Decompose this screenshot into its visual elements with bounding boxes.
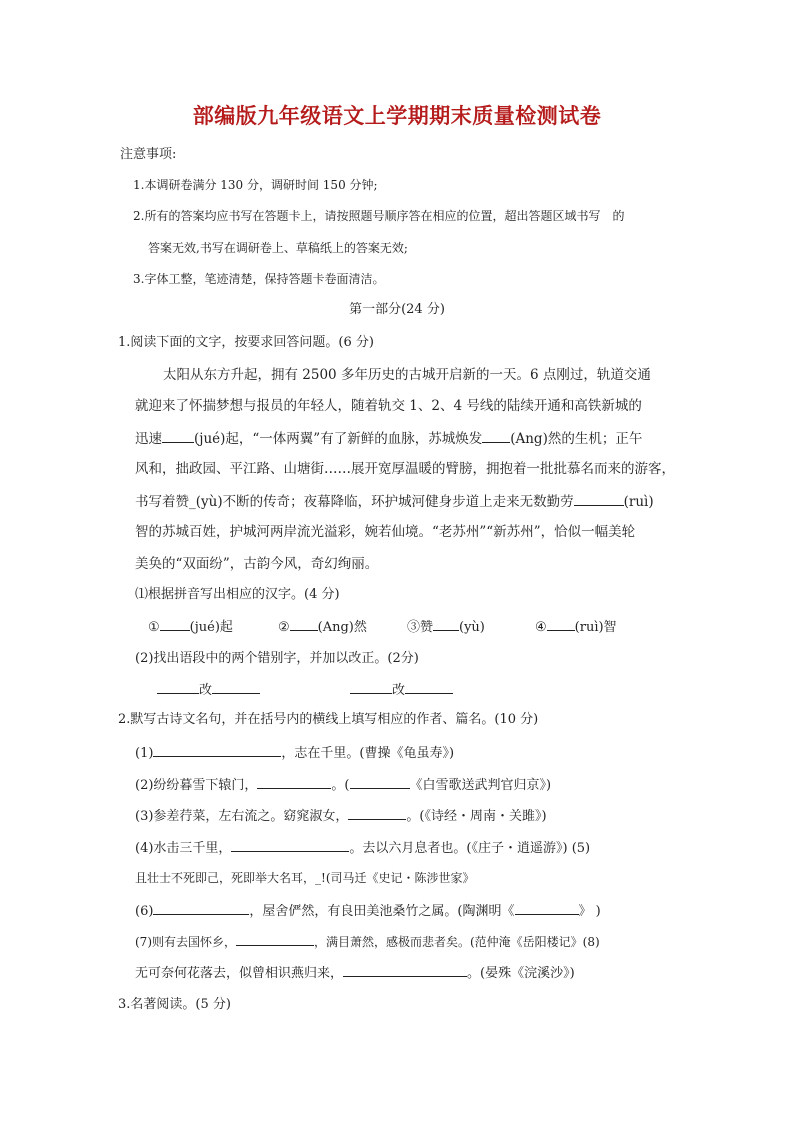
q2-text: (4)水击三千里，	[135, 841, 232, 856]
q1-sub1-item-4	[535, 617, 617, 637]
q1-passage-line-5	[135, 492, 654, 511]
answer-blank[interactable]	[153, 901, 249, 915]
answer-blank[interactable]	[257, 775, 331, 789]
answer-blank[interactable]	[153, 743, 281, 757]
q2-text: (3)参差荇菜，左右流之。窈窕淑女，	[135, 809, 349, 824]
notice-item-2-cont: 答案无效,书写在调研卷上、草稿纸上的答案无效;	[148, 241, 408, 255]
q1-sub1: ⑴根据拼音写出相应的汉字。(4 分)	[135, 587, 340, 602]
q1-passage-text: 书写着赞_(yù)不断的传奇；夜幕降临，环护城河健身步道上走来无数勤劳	[135, 494, 574, 510]
q2-text: (7)则有去国怀乡，	[135, 935, 236, 949]
q2-line-6	[135, 901, 601, 921]
notice-item-1: 1.本调研卷满分 130 分，调研时间 150 分钟;	[133, 178, 378, 192]
q1-passage-text: 迅速	[135, 431, 162, 447]
q2-text: 》 )	[578, 904, 601, 919]
q1-sub1-text: (yù)	[459, 620, 485, 635]
q2-text: 。(	[331, 778, 350, 793]
notice-heading: 注意事项:	[120, 147, 177, 162]
q1-sub1-text: ①	[148, 620, 160, 635]
fix-label: 改	[199, 683, 213, 698]
answer-blank[interactable]	[343, 963, 467, 977]
q1-sub1-text: (Ang)然	[317, 620, 367, 635]
q1-sub1-text: ②	[278, 620, 290, 635]
q1-sub1-item-3	[407, 617, 485, 637]
q2-text: 无可奈何花落去，似曾相识燕归来，	[135, 966, 344, 981]
answer-blank[interactable]	[515, 901, 579, 915]
q2-text: 。去以六月息者也。(《庄子・逍遥游》) (5)	[349, 841, 591, 856]
answer-blank[interactable]	[433, 617, 459, 631]
answer-blank[interactable]	[157, 680, 199, 694]
answer-blank[interactable]	[236, 932, 314, 946]
answer-blank[interactable]	[212, 680, 260, 694]
q1-passage-line-3	[135, 429, 642, 448]
q1-sub1-text: ④	[535, 620, 547, 635]
q1-passage-line-7: 美奂的“双面纷”，古韵今风，奇幻绚丽。	[135, 556, 379, 572]
q1-passage-line-4: 风和，拙政园、平江路、山塘街……展开宽厚温暖的臂膀，拥抱着一批批慕名而来的游客，	[135, 461, 675, 477]
q1-passage-text: (jué)起，“一体两翼”有了新鲜的血脉，苏城焕发	[194, 431, 483, 447]
q1-passage-line-2: 就迎来了怀揣梦想与报员的年轻人，随着轨交 1、2、4 号线的陆续开通和高铁新城的	[135, 398, 642, 414]
answer-blank[interactable]	[231, 838, 349, 852]
q1-sub1-item-2	[278, 617, 367, 637]
answer-blank[interactable]	[482, 429, 510, 443]
q1-stem: 1.阅读下面的文字，按要求回答问题。(6 分)	[118, 335, 374, 350]
q1-passage-text: (ruì)	[623, 494, 654, 510]
answer-blank[interactable]	[162, 429, 194, 443]
answer-blank[interactable]	[290, 617, 318, 631]
notice-item-2: 2.所有的答案均应书写在答题卡上，请按照题号顺序答在相应的位置，超出答题区域书写 的	[133, 209, 625, 223]
q2-line-5: 且壮士不死即己，死即举大名耳，_!(司马迁《史记・陈涉世家》	[135, 871, 475, 885]
q2-text: (1)	[135, 746, 154, 761]
fix-label: 改	[392, 683, 406, 698]
answer-blank[interactable]	[350, 680, 392, 694]
q1-sub1-item-1	[148, 617, 233, 637]
notice-item-3: 3.字体工整，笔迹清楚，保持答题卡卷面清洁。	[133, 272, 385, 286]
page-title: 部编版九年级语文上学期期末质量检测试卷	[192, 104, 602, 128]
answer-blank[interactable]	[160, 617, 190, 631]
q2-line-1	[135, 743, 454, 763]
q2-text: (2)纷纷暮雪下辕门，	[135, 778, 258, 793]
part-heading: 第一部分(24 分)	[349, 302, 445, 317]
answer-blank[interactable]	[405, 680, 453, 694]
q2-text: ，满目萧然，感极而悲者矣。(范仲淹《岳阳楼记》(8)	[314, 935, 600, 949]
q2-line-7	[135, 932, 600, 951]
q2-line-4	[135, 838, 590, 858]
q1-passage-line-6: 智的苏城百姓，护城河两岸流光溢彩，婉若仙境。“老苏州”“新苏州”，恰似一幅美轮	[135, 524, 636, 540]
q1-sub2: (2)找出语段中的两个错别字，并加以改正。(2分)	[135, 651, 419, 666]
q1-sub1-text: (ruì)智	[574, 620, 617, 635]
answer-blank[interactable]	[348, 806, 406, 820]
q1-sub1-text: ③赞	[407, 620, 434, 635]
q2-text: ，志在千里。(曹操《龟虽寿》)	[281, 746, 455, 761]
answer-blank[interactable]	[547, 617, 575, 631]
q3-stem: 3.名著阅读。(5 分)	[118, 997, 231, 1012]
q2-text: 《白雪歌送武判官归京》)	[409, 778, 552, 793]
q2-stem: 2.默写古诗文名句，并在括号内的横线上填写相应的作者、篇名。(10 分)	[118, 712, 539, 727]
q2-line-3	[135, 806, 547, 826]
q1-passage-text: (Ang)然的生机；正午	[510, 431, 643, 447]
q2-text: 。(晏殊《浣溪沙》)	[467, 966, 575, 981]
q2-line-2	[135, 775, 551, 795]
q1-passage-line-1: 太阳从东方升起，拥有 2500 多年历史的古城开启新的一天。6 点刚过，轨道交通	[163, 367, 651, 383]
q2-text: ，屋舍俨然，有良田美池桑竹之属。(陶渊明《	[249, 904, 515, 919]
q1-sub2-fix-1	[157, 680, 260, 700]
q1-sub2-fix-2	[350, 680, 453, 700]
answer-blank[interactable]	[574, 492, 624, 506]
q2-line-8	[135, 963, 575, 983]
q2-text: (6)	[135, 904, 154, 919]
q1-sub1-text: (jué)起	[189, 620, 233, 635]
q2-text: 。(《诗经・周南・关雎》)	[406, 809, 547, 824]
answer-blank[interactable]	[350, 775, 410, 789]
